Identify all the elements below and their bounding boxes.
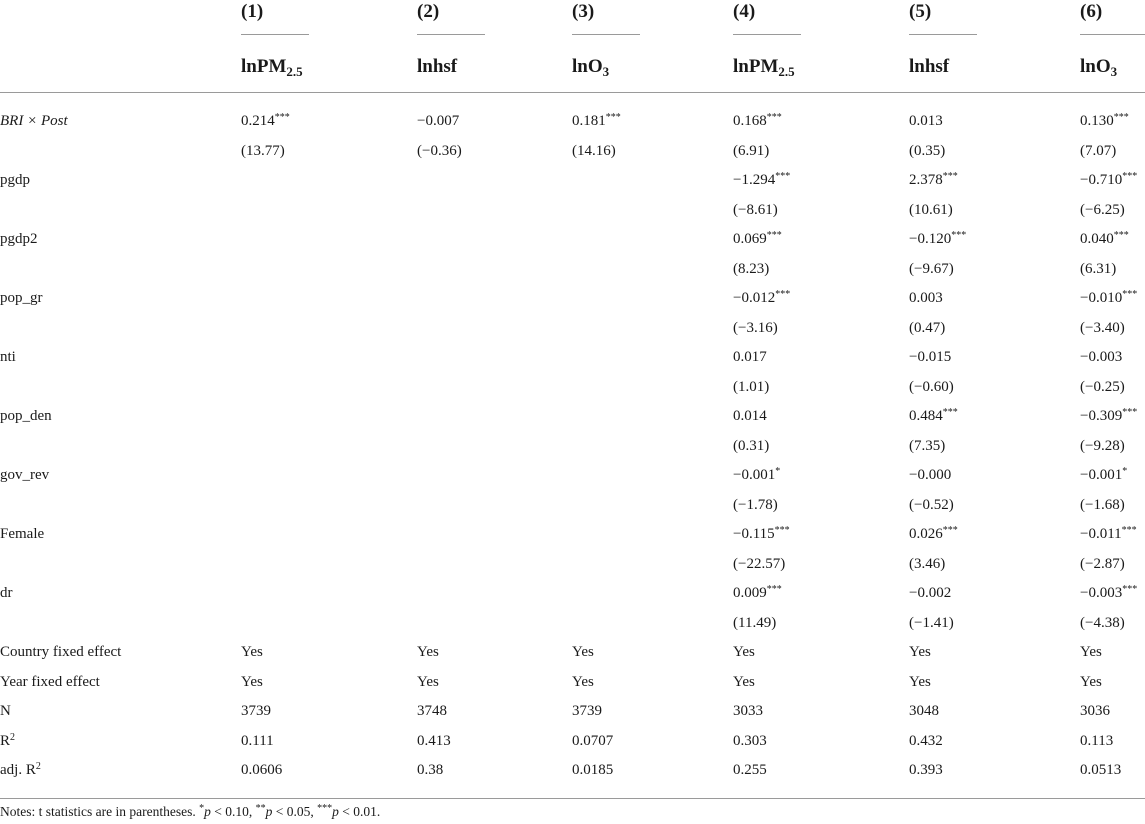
- t-stat-cell: (0.31): [733, 437, 770, 454]
- column-underline: [733, 34, 801, 35]
- row-label: pgdp: [0, 172, 30, 188]
- summary-cell: 0.0513: [1080, 762, 1122, 778]
- summary-cell: 0.113: [1080, 732, 1114, 749]
- summary-cell: Yes: [733, 644, 755, 660]
- notes-p-1: p: [204, 804, 211, 819]
- t-stat-cell: (−0.25): [1080, 378, 1125, 395]
- significance-stars: ***: [274, 112, 290, 123]
- column-number: (4): [733, 1, 756, 22]
- row-label: nti: [0, 349, 16, 365]
- dependent-variable: [733, 55, 795, 79]
- coefficient-cell: −0.710***: [1080, 171, 1138, 188]
- significance-stars: ***: [1122, 407, 1138, 418]
- column-underline: [572, 34, 640, 35]
- coefficient-cell: 0.168***: [733, 112, 782, 129]
- summary-cell: 0.255: [733, 762, 767, 778]
- coefficient-cell: 0.484***: [909, 407, 958, 424]
- summary-cell: Yes: [572, 644, 594, 660]
- summary-label-text: R: [0, 732, 11, 749]
- coefficient-cell: 0.003: [909, 290, 943, 306]
- coefficient-cell: 0.214***: [241, 112, 290, 129]
- t-stat-cell: (14.16): [572, 142, 616, 159]
- t-stat-cell: (1.01): [733, 378, 770, 395]
- column-number: (3): [572, 1, 595, 22]
- coefficient-cell: 0.009***: [733, 584, 782, 601]
- t-stat-cell: (10.61): [909, 201, 953, 218]
- dependent-variable: [909, 55, 949, 79]
- significance-stars: ***: [942, 171, 958, 182]
- t-stat-cell: (−8.61): [733, 201, 778, 218]
- row-label: gov_rev: [0, 467, 50, 483]
- coefficient-cell: −0.001*: [733, 466, 781, 483]
- column-underline: [909, 34, 977, 35]
- significance-stars: *: [775, 466, 781, 477]
- t-stat-cell: (11.49): [733, 614, 777, 631]
- coefficient-cell: −0.010***: [1080, 289, 1138, 306]
- t-stat-cell: (−0.60): [909, 378, 954, 395]
- summary-cell: 0.432: [909, 732, 943, 749]
- summary-cell: 0.413: [417, 732, 451, 749]
- summary-cell: 3748: [417, 703, 447, 719]
- summary-label-text: Year fixed effect: [0, 673, 100, 690]
- coefficient-cell: −0.015: [909, 349, 952, 365]
- coefficient-cell: −0.309***: [1080, 407, 1138, 424]
- significance-stars: ***: [1122, 289, 1138, 300]
- summary-label: [0, 701, 11, 721]
- significance-stars: ***: [1113, 112, 1129, 123]
- summary-cell: 0.0707: [572, 732, 614, 749]
- coefficient-cell: −0.007: [417, 113, 460, 129]
- summary-label: [0, 672, 100, 692]
- coefficient-cell: −0.003: [1080, 349, 1123, 365]
- t-stat-cell: (7.07): [1080, 142, 1117, 159]
- bottom-rule: [0, 798, 1145, 799]
- dependent-variable-main: lnO: [572, 56, 603, 77]
- summary-cell: 3036: [1080, 703, 1110, 719]
- notes-p-2: p: [265, 804, 273, 819]
- t-stat-cell: (−9.28): [1080, 437, 1125, 454]
- row-label: pop_gr: [0, 290, 43, 306]
- t-stat-cell: (−0.52): [909, 496, 954, 513]
- row-label: dr: [0, 585, 13, 601]
- summary-cell: Yes: [417, 673, 439, 690]
- t-stat-cell: (−3.16): [733, 319, 778, 336]
- dependent-variable: [572, 55, 609, 79]
- t-stat-cell: (−1.41): [909, 614, 954, 631]
- t-stat-cell: (6.31): [1080, 260, 1117, 277]
- summary-cell: 0.0606: [241, 762, 283, 778]
- coefficient-cell: 0.017: [733, 349, 767, 365]
- column-number: (2): [417, 1, 440, 22]
- summary-cell: Yes: [241, 673, 263, 690]
- notes-threshold-3: < 0.01.: [338, 804, 381, 819]
- dependent-variable-main: lnhsf: [909, 56, 950, 77]
- significance-stars: ***: [775, 289, 791, 300]
- significance-stars: ***: [942, 525, 958, 536]
- significance-stars: ***: [766, 584, 782, 595]
- dependent-variable: [241, 55, 303, 79]
- coefficient-cell: −0.000: [909, 467, 952, 483]
- t-stat-cell: (−22.57): [733, 555, 786, 572]
- dependent-variable-subscript: 2.5: [286, 64, 303, 79]
- coefficient-cell: −0.003***: [1080, 584, 1138, 601]
- t-stat-cell: (7.35): [909, 437, 946, 454]
- summary-cell: 3048: [909, 703, 939, 719]
- dependent-variable-main: lnhsf: [417, 56, 458, 77]
- t-stat-cell: (13.77): [241, 142, 285, 159]
- coefficient-cell: −0.012***: [733, 289, 791, 306]
- summary-cell: 0.0185: [572, 762, 614, 778]
- summary-label-superscript: 2: [10, 731, 16, 743]
- top-rule: [0, 92, 1145, 93]
- column-underline: [241, 34, 309, 35]
- row-label: Female: [0, 526, 45, 542]
- notes-threshold-2: < 0.05,: [272, 804, 318, 819]
- t-stat-cell: (−1.78): [733, 496, 778, 513]
- t-stat-cell: (8.23): [733, 260, 770, 277]
- column-number: (5): [909, 1, 932, 22]
- summary-cell: Yes: [1080, 644, 1102, 660]
- t-stat-cell: (−2.87): [1080, 555, 1125, 572]
- t-stat-cell: (3.46): [909, 555, 946, 572]
- column-number: (6): [1080, 1, 1103, 22]
- notes-threshold-1: < 0.10,: [210, 804, 256, 819]
- coefficient-cell: 0.181***: [572, 112, 621, 129]
- significance-stars: ***: [1122, 171, 1138, 182]
- t-stat-cell: (−1.68): [1080, 496, 1125, 513]
- significance-stars: ***: [605, 112, 621, 123]
- summary-label: [0, 760, 41, 780]
- summary-label: [0, 642, 121, 662]
- notes-p-3: p: [332, 804, 339, 819]
- significance-stars: ***: [775, 171, 791, 182]
- significance-stars: ***: [774, 525, 790, 536]
- summary-cell: Yes: [572, 673, 594, 690]
- summary-cell: Yes: [241, 644, 263, 660]
- t-stat-cell: (−4.38): [1080, 614, 1125, 631]
- row-label: BRI × Post: [0, 113, 68, 129]
- summary-label: [0, 731, 15, 751]
- significance-stars: *: [1122, 466, 1128, 477]
- table-notes: [0, 803, 380, 821]
- t-stat-cell: (−0.36): [417, 142, 462, 159]
- t-stat-cell: (−3.40): [1080, 319, 1125, 336]
- summary-cell: Yes: [417, 644, 439, 660]
- dependent-variable: [417, 55, 457, 79]
- coefficient-cell: 2.378***: [909, 171, 958, 188]
- t-stat-cell: (−9.67): [909, 260, 954, 277]
- notes-stars-1: *: [199, 803, 205, 814]
- coefficient-cell: −0.115***: [733, 525, 790, 542]
- summary-cell: 0.38: [417, 762, 444, 778]
- dependent-variable-subscript: 2.5: [778, 64, 795, 79]
- summary-cell: Yes: [1080, 673, 1102, 690]
- coefficient-cell: −0.011***: [1080, 525, 1137, 542]
- coefficient-cell: 0.026***: [909, 525, 958, 542]
- column-number: (1): [241, 1, 264, 22]
- coefficient-cell: −0.120***: [909, 230, 967, 247]
- summary-cell: 0.393: [909, 762, 943, 778]
- significance-stars: ***: [942, 407, 958, 418]
- t-stat-cell: (6.91): [733, 142, 770, 159]
- t-stat-cell: (−6.25): [1080, 201, 1125, 218]
- summary-cell: 0.303: [733, 732, 767, 749]
- dependent-variable-main: lnPM: [241, 56, 287, 77]
- coefficient-cell: −0.001*: [1080, 466, 1128, 483]
- dependent-variable-subscript: 3: [602, 64, 610, 79]
- summary-cell: 3739: [572, 703, 602, 719]
- t-stat-cell: (0.35): [909, 142, 946, 159]
- row-label: pgdp2: [0, 231, 38, 247]
- summary-cell: 3033: [733, 703, 763, 719]
- summary-label-text: Country fixed effect: [0, 644, 122, 660]
- column-underline: [1080, 34, 1145, 35]
- significance-stars: ***: [951, 230, 967, 241]
- notes-prefix: Notes: t statistics are in parentheses.: [0, 804, 200, 819]
- dependent-variable: [1080, 55, 1117, 79]
- row-label: pop_den: [0, 408, 52, 424]
- summary-cell: 0.111: [241, 732, 274, 749]
- significance-stars: ***: [1122, 584, 1138, 595]
- summary-label-text: adj. R: [0, 762, 36, 778]
- significance-stars: ***: [1121, 525, 1137, 536]
- summary-label-text: N: [0, 703, 11, 719]
- t-stat-cell: (0.47): [909, 319, 946, 336]
- column-underline: [417, 34, 485, 35]
- summary-cell: 3739: [241, 703, 271, 719]
- coefficient-cell: 0.014: [733, 408, 767, 424]
- notes-stars-2: **: [255, 803, 266, 814]
- summary-cell: Yes: [909, 644, 931, 660]
- coefficient-cell: 0.040***: [1080, 230, 1129, 247]
- significance-stars: ***: [766, 230, 782, 241]
- coefficient-cell: −0.002: [909, 585, 952, 601]
- summary-cell: Yes: [733, 673, 755, 690]
- dependent-variable-subscript: 3: [1110, 64, 1118, 79]
- dependent-variable-main: lnPM: [733, 56, 779, 77]
- summary-label-superscript: 2: [35, 761, 41, 772]
- significance-stars: ***: [766, 112, 782, 123]
- coefficient-cell: 0.130***: [1080, 112, 1129, 129]
- significance-stars: ***: [1113, 230, 1129, 241]
- dependent-variable-main: lnO: [1080, 56, 1111, 77]
- summary-cell: Yes: [909, 673, 931, 690]
- coefficient-cell: 0.013: [909, 113, 943, 129]
- notes-stars-3: ***: [317, 803, 333, 814]
- coefficient-cell: 0.069***: [733, 230, 782, 247]
- coefficient-cell: −1.294***: [733, 171, 791, 188]
